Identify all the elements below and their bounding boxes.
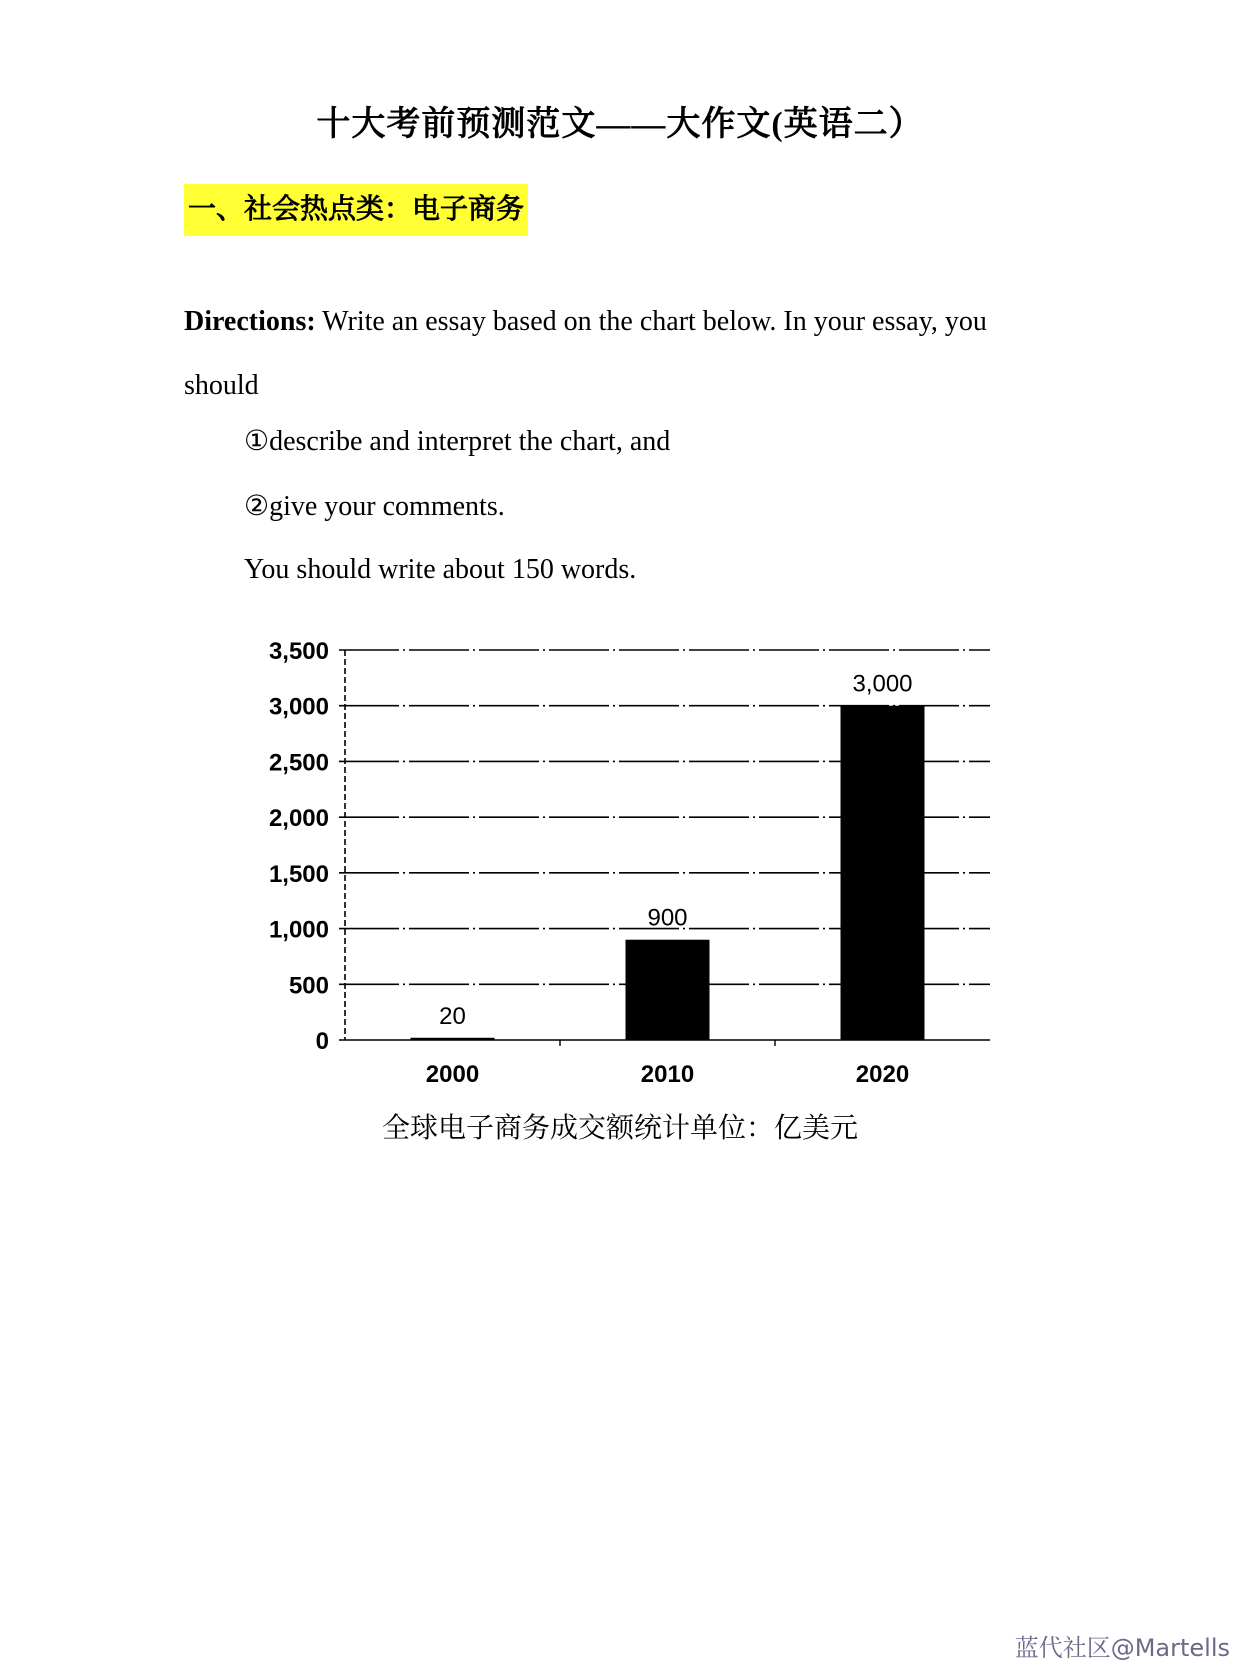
y-tick-label: 1,500 [268, 860, 329, 888]
instruction-item-2: ②give your comments. [244, 491, 505, 522]
y-tick-label: 500 [288, 972, 329, 1000]
x-tick-label: 2000 [425, 1061, 480, 1088]
y-tick-label: 3,000 [268, 693, 329, 721]
y-tick-label: 1,000 [268, 916, 329, 944]
instruction-item-1: ①describe and interpret the chart, and [244, 426, 671, 457]
page-title: 十大考前预测范文——大作文(英语二） [316, 106, 924, 143]
bar-2000 [411, 1038, 495, 1040]
y-tick-label: 2,000 [268, 805, 329, 833]
directions-label: Directions: [184, 306, 316, 337]
directions-text: Write an essay based on the chart below. In your essay, you should [184, 306, 987, 401]
directions-paragraph [184, 290, 1064, 418]
bar-chart [240, 620, 1020, 1090]
watermark: 蓝代社区@Martells [1014, 1634, 1230, 1662]
data-label-2000: 20 [439, 1002, 466, 1030]
bar-2020 [841, 706, 925, 1040]
y-tick-label: 2,500 [268, 749, 329, 777]
chart-caption: 全球电子商务成交额统计单位：亿美元 [381, 1111, 858, 1144]
y-tick-label: 3,500 [268, 638, 329, 665]
x-tick-label: 2020 [855, 1061, 910, 1088]
y-tick-label: 0 [315, 1028, 329, 1055]
data-label-2020: 3,000 [852, 670, 913, 698]
x-tick-label: 2010 [640, 1061, 695, 1088]
word-count-note: You should write about 150 words. [244, 554, 637, 585]
bar-2010 [626, 940, 710, 1040]
data-label-2010: 900 [647, 904, 688, 932]
section-heading: 一、社会热点类：电子商务 [184, 184, 528, 236]
